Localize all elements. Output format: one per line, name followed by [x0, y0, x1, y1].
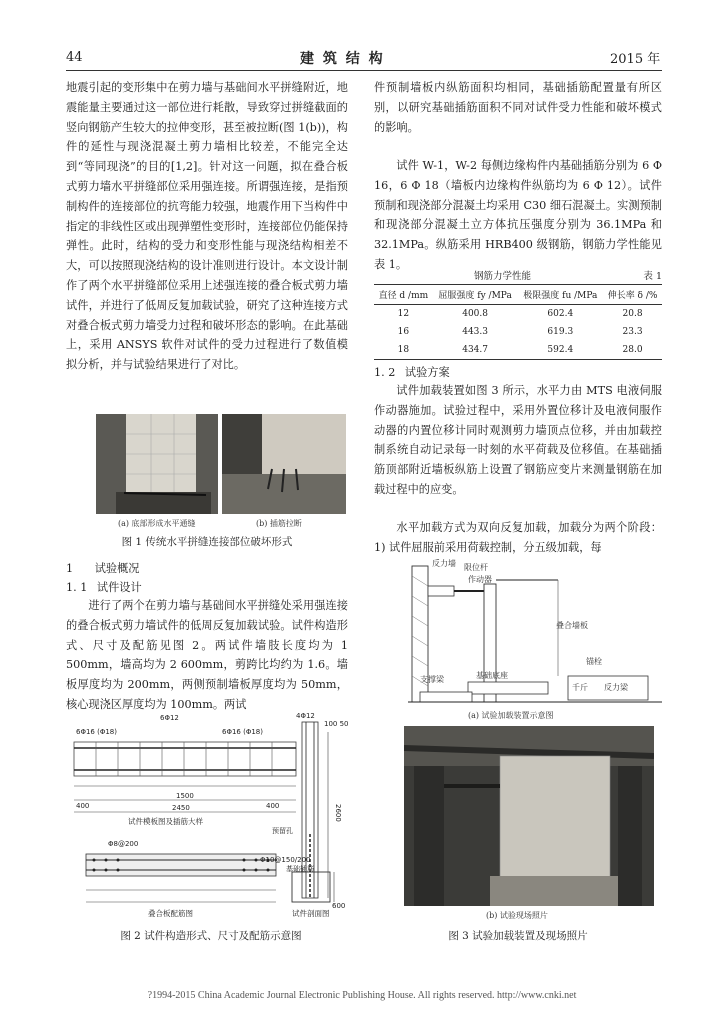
table-1-title: 钢筋力学性能	[474, 271, 532, 282]
fig3-subcaption-a: (a) 试验加载装置示意图	[468, 711, 554, 720]
table-cell: 592.4	[518, 341, 604, 360]
table-cell: 18	[374, 341, 433, 360]
copyright-footer: ?1994-2015 China Academic Journal Electronic Publishing House. All rights reserved. http://www.cnki.net	[147, 990, 577, 1001]
table-header: 伸长率 δ /%	[603, 285, 662, 305]
label-guide: 限位杆	[464, 563, 488, 572]
fig1-subcaption-a: (a) 底部形成水平通缝	[118, 519, 196, 528]
label-dim-1500: 1500	[176, 792, 194, 800]
table-cell: 16	[397, 327, 410, 337]
label-hollow: 预留孔	[272, 827, 293, 835]
label-jack: 千斤	[572, 683, 588, 692]
section-1-2-number: 1. 2	[374, 366, 396, 379]
section-1-1-number: 1. 1	[66, 581, 88, 594]
journal-year: 2015 年	[610, 52, 661, 67]
section-1-2-heading	[374, 364, 450, 380]
label-dim-600: 600	[332, 902, 346, 910]
label-reaction-wall: 反力墙	[432, 559, 456, 568]
table-cell: 400.8	[462, 309, 488, 319]
journal-title: 建 筑 结 构	[300, 51, 385, 67]
table-cell: 28.0	[603, 341, 662, 360]
label-beam: 基础底座	[476, 671, 508, 680]
label-top-6phi12: 6Φ12	[160, 714, 179, 722]
table-row	[374, 305, 662, 324]
photo-rebar-fracture	[222, 414, 346, 514]
right-para-2: 试件 W-1，W-2 每侧边缘构件内基础插筋分别为 6 Φ 16，6 Φ 18（墙板内边缘构件纵筋均为 6 Φ 12）。试件预制和现浇部分混凝土均采用 C30 细石混凝土。实测预制和现浇部分混凝土立方体抗压强度分别为 36.1MPa 和 32.1MPa。纵筋采用 HRB400 级钢筋，钢筋力学性能见表 1。	[374, 159, 662, 271]
label-dim-400a: 400	[76, 802, 90, 810]
table-cell: 434.7	[433, 341, 518, 360]
label-dim-2450: 2450	[172, 804, 190, 812]
section-1-1-heading	[66, 579, 142, 595]
table-header: 屈服强度 fy /MPa	[433, 285, 518, 305]
label-actuator: 作动器	[468, 575, 492, 584]
label-composite-wall: 叠合墙板	[556, 621, 588, 630]
label-support: 支撑梁	[420, 675, 444, 684]
table-row	[374, 323, 662, 341]
table-1-title-row	[374, 268, 662, 282]
label-anchor: 锚栓	[586, 657, 602, 666]
header-rule	[66, 70, 662, 71]
figure-3a	[408, 556, 662, 722]
section-1-heading	[66, 560, 139, 576]
section-1-2-title: 试验方案	[404, 366, 450, 379]
label-dim-400b: 400	[266, 802, 280, 810]
right-para-3: 试件加载装置如图 3 所示，水平力由 MTS 电液伺服作动器施加。试验过程中，采用外置位移计及电液伺服作动器的内置位移计同时观测剪力墙顶点位移，并由加载控制系统自动记录每一时刻的水平荷载及位移值。在基础插筋顶部附近墙板纵筋上设置了钢筋应变片来测量钢筋在加载过程中的应变。	[374, 384, 662, 496]
table-cell: 443.3	[462, 327, 488, 337]
photo-test-site	[404, 726, 654, 906]
figure-2	[66, 714, 356, 926]
label-rebar-a: 6Φ16 (Φ18)	[76, 728, 117, 736]
label-elevation-title: 试件模板图及插筋大样	[128, 817, 203, 826]
label-top-4phi12: 4Φ12	[296, 712, 315, 720]
fig2-drawing	[66, 714, 356, 926]
fig1-caption: 图 1 传统水平拼缝连接部位破坏形式	[121, 536, 293, 548]
label-plan-title: 叠合板配筋图	[148, 909, 193, 918]
right-para-4: 水平加载方式为双向反复加载，加载分为两个阶段：1) 试件屈服前采用荷载控制，分五级加载，每	[374, 521, 662, 554]
left-para-1: 地震引起的变形集中在剪力墙与基础间水平拼缝附近，地震能量主要通过这一部位进行耗散，导致穿过拼缝截面的竖向钢筋产生较大的拉伸变形，甚至被拉断(图 1(b))，构件的延性与现浇混凝土剪力墙相比较差，不能完全达到“等同现浇”的目的[1,2]。针对这一问题，拟在叠合板式剪力墙水平拼缝部位采用强连接。所谓强连接，是指预制构件的连接部位的抗弯能力较强，地震作用下当构件中指定的非线性区或出现弹塑性变形时，连接部位仍能保持弹性。此时，结构的受力和变形性能与现浇结构相差不大，可以按照现浇结构的设计准则进行设计。本文设计制作了两个水平拼缝部位采用上述强连接的叠合板式剪力墙试件，并进行了低周反复加载试验，研究了这种连接方式对叠合板式剪力墙受力过程和破坏形态的影响。在此基础上，采用 ANSYS 软件对试件的受力过程进行了数值模拟分析，并与试验结果进行了对比。	[66, 81, 348, 372]
photo-horizontal-crack	[96, 414, 218, 514]
fig2-caption: 图 2 试件构造形式、尺寸及配筋示意图	[120, 930, 302, 942]
figure-1	[96, 414, 346, 542]
table-cell: 23.3	[622, 327, 643, 337]
table-cell: 602.4	[547, 309, 574, 319]
page-number: 44	[66, 50, 83, 65]
table-header: 直径 d /mm	[374, 285, 433, 305]
label-reaction-frame: 反力梁	[604, 683, 628, 692]
section-1-title: 试验概况	[94, 562, 140, 575]
table-cell: 12	[397, 309, 410, 319]
label-stirrup: Φ10@150/200	[260, 856, 311, 864]
table-header: 极限强度 fu /MPa	[518, 285, 604, 305]
label-side-title: 试件剖面图	[292, 909, 330, 918]
table-1	[374, 284, 662, 360]
label-rebar-b: 6Φ16 (Φ18)	[222, 728, 263, 736]
fig3-caption: 图 3 试验加载装置及现场照片	[448, 930, 588, 942]
label-dim-2600: 2600	[334, 804, 342, 822]
table-row	[374, 341, 662, 360]
table-1-number: 表 1	[643, 271, 662, 282]
label-dims-top: 100 50	[324, 720, 349, 728]
section-1-number: 1	[66, 562, 74, 575]
right-para-1: 件预制墙板内纵筋面积均相同，基础插筋配置量有所区别，以研究基础插筋面积不同对试件受力性能和破坏模式的影响。	[374, 81, 662, 134]
fig1-subcaption-b: (b) 插筋拉断	[256, 519, 302, 528]
label-stirrup-b: Φ8@200	[108, 840, 139, 848]
label-insert: 基础插筋	[286, 865, 314, 873]
table-cell: 619.3	[547, 327, 574, 337]
table-cell: 20.8	[622, 309, 643, 319]
figure-3b	[404, 726, 654, 930]
fig3-subcaption-b: (b) 试验现场照片	[486, 911, 548, 920]
section-1-1-title: 试件设计	[96, 581, 142, 594]
left-para-2: 进行了两个在剪力墙与基础间水平拼缝处采用强连接的叠合板式剪力墙试件的低周反复加载试验。试件构造形式、尺寸及配筋见图 2。两试件墙肢长度均为 1 500mm，墙高均为 2 600mm，剪跨比均约为 1.6。墙板厚度均为 200mm，两侧预制墙板厚度均为 50mm，核心现浇区厚度均为 100mm。两试	[66, 599, 348, 711]
